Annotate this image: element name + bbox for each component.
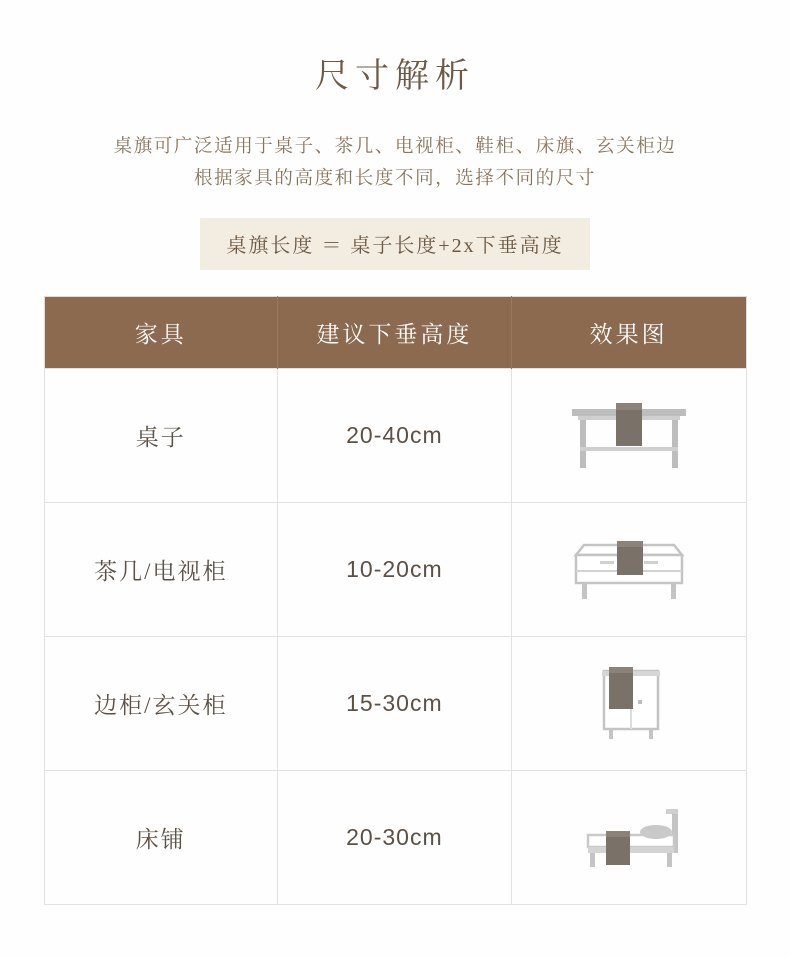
table-with-runner-icon <box>512 369 746 502</box>
header-furniture: 家具 <box>44 296 278 368</box>
cell-figure <box>511 770 746 904</box>
intro-line-1: 桌旗可广泛适用于桌子、茶几、电视柜、鞋柜、床旗、玄关柜边 <box>113 137 677 157</box>
size-table <box>44 296 747 905</box>
intro-text <box>0 131 790 196</box>
table-row <box>44 368 746 502</box>
cell-figure <box>511 502 746 636</box>
cell-furniture: 床铺 <box>44 770 278 904</box>
cell-furniture: 桌子 <box>44 368 278 502</box>
coffee-table-with-runner-icon <box>512 503 746 636</box>
table-row <box>44 636 746 770</box>
page-title: 尺寸解析 <box>315 58 475 95</box>
header-figure: 效果图 <box>511 296 746 368</box>
intro-line-2: 根据家具的高度和长度不同，选择不同的尺寸 <box>193 169 596 190</box>
cell-drop-height: 20-40cm <box>278 368 512 502</box>
formula-text: 桌旗长度 ＝ 桌子长度+2x下垂高度 <box>200 218 589 270</box>
cell-furniture: 边柜/玄关柜 <box>44 636 278 770</box>
table-row <box>44 770 746 904</box>
formula-banner <box>0 218 790 270</box>
cell-drop-height: 20-30cm <box>278 770 512 904</box>
bed-with-runner-icon <box>512 771 746 904</box>
table-row <box>44 502 746 636</box>
sideboard-with-runner-icon <box>512 637 746 770</box>
cell-drop-height: 10-20cm <box>278 502 512 636</box>
cell-drop-height: 15-30cm <box>278 636 512 770</box>
cell-figure <box>511 368 746 502</box>
cell-figure <box>511 636 746 770</box>
table-header-row <box>44 296 746 368</box>
cell-furniture: 茶几/电视柜 <box>44 502 278 636</box>
header-drop-height: 建议下垂高度 <box>278 296 512 368</box>
